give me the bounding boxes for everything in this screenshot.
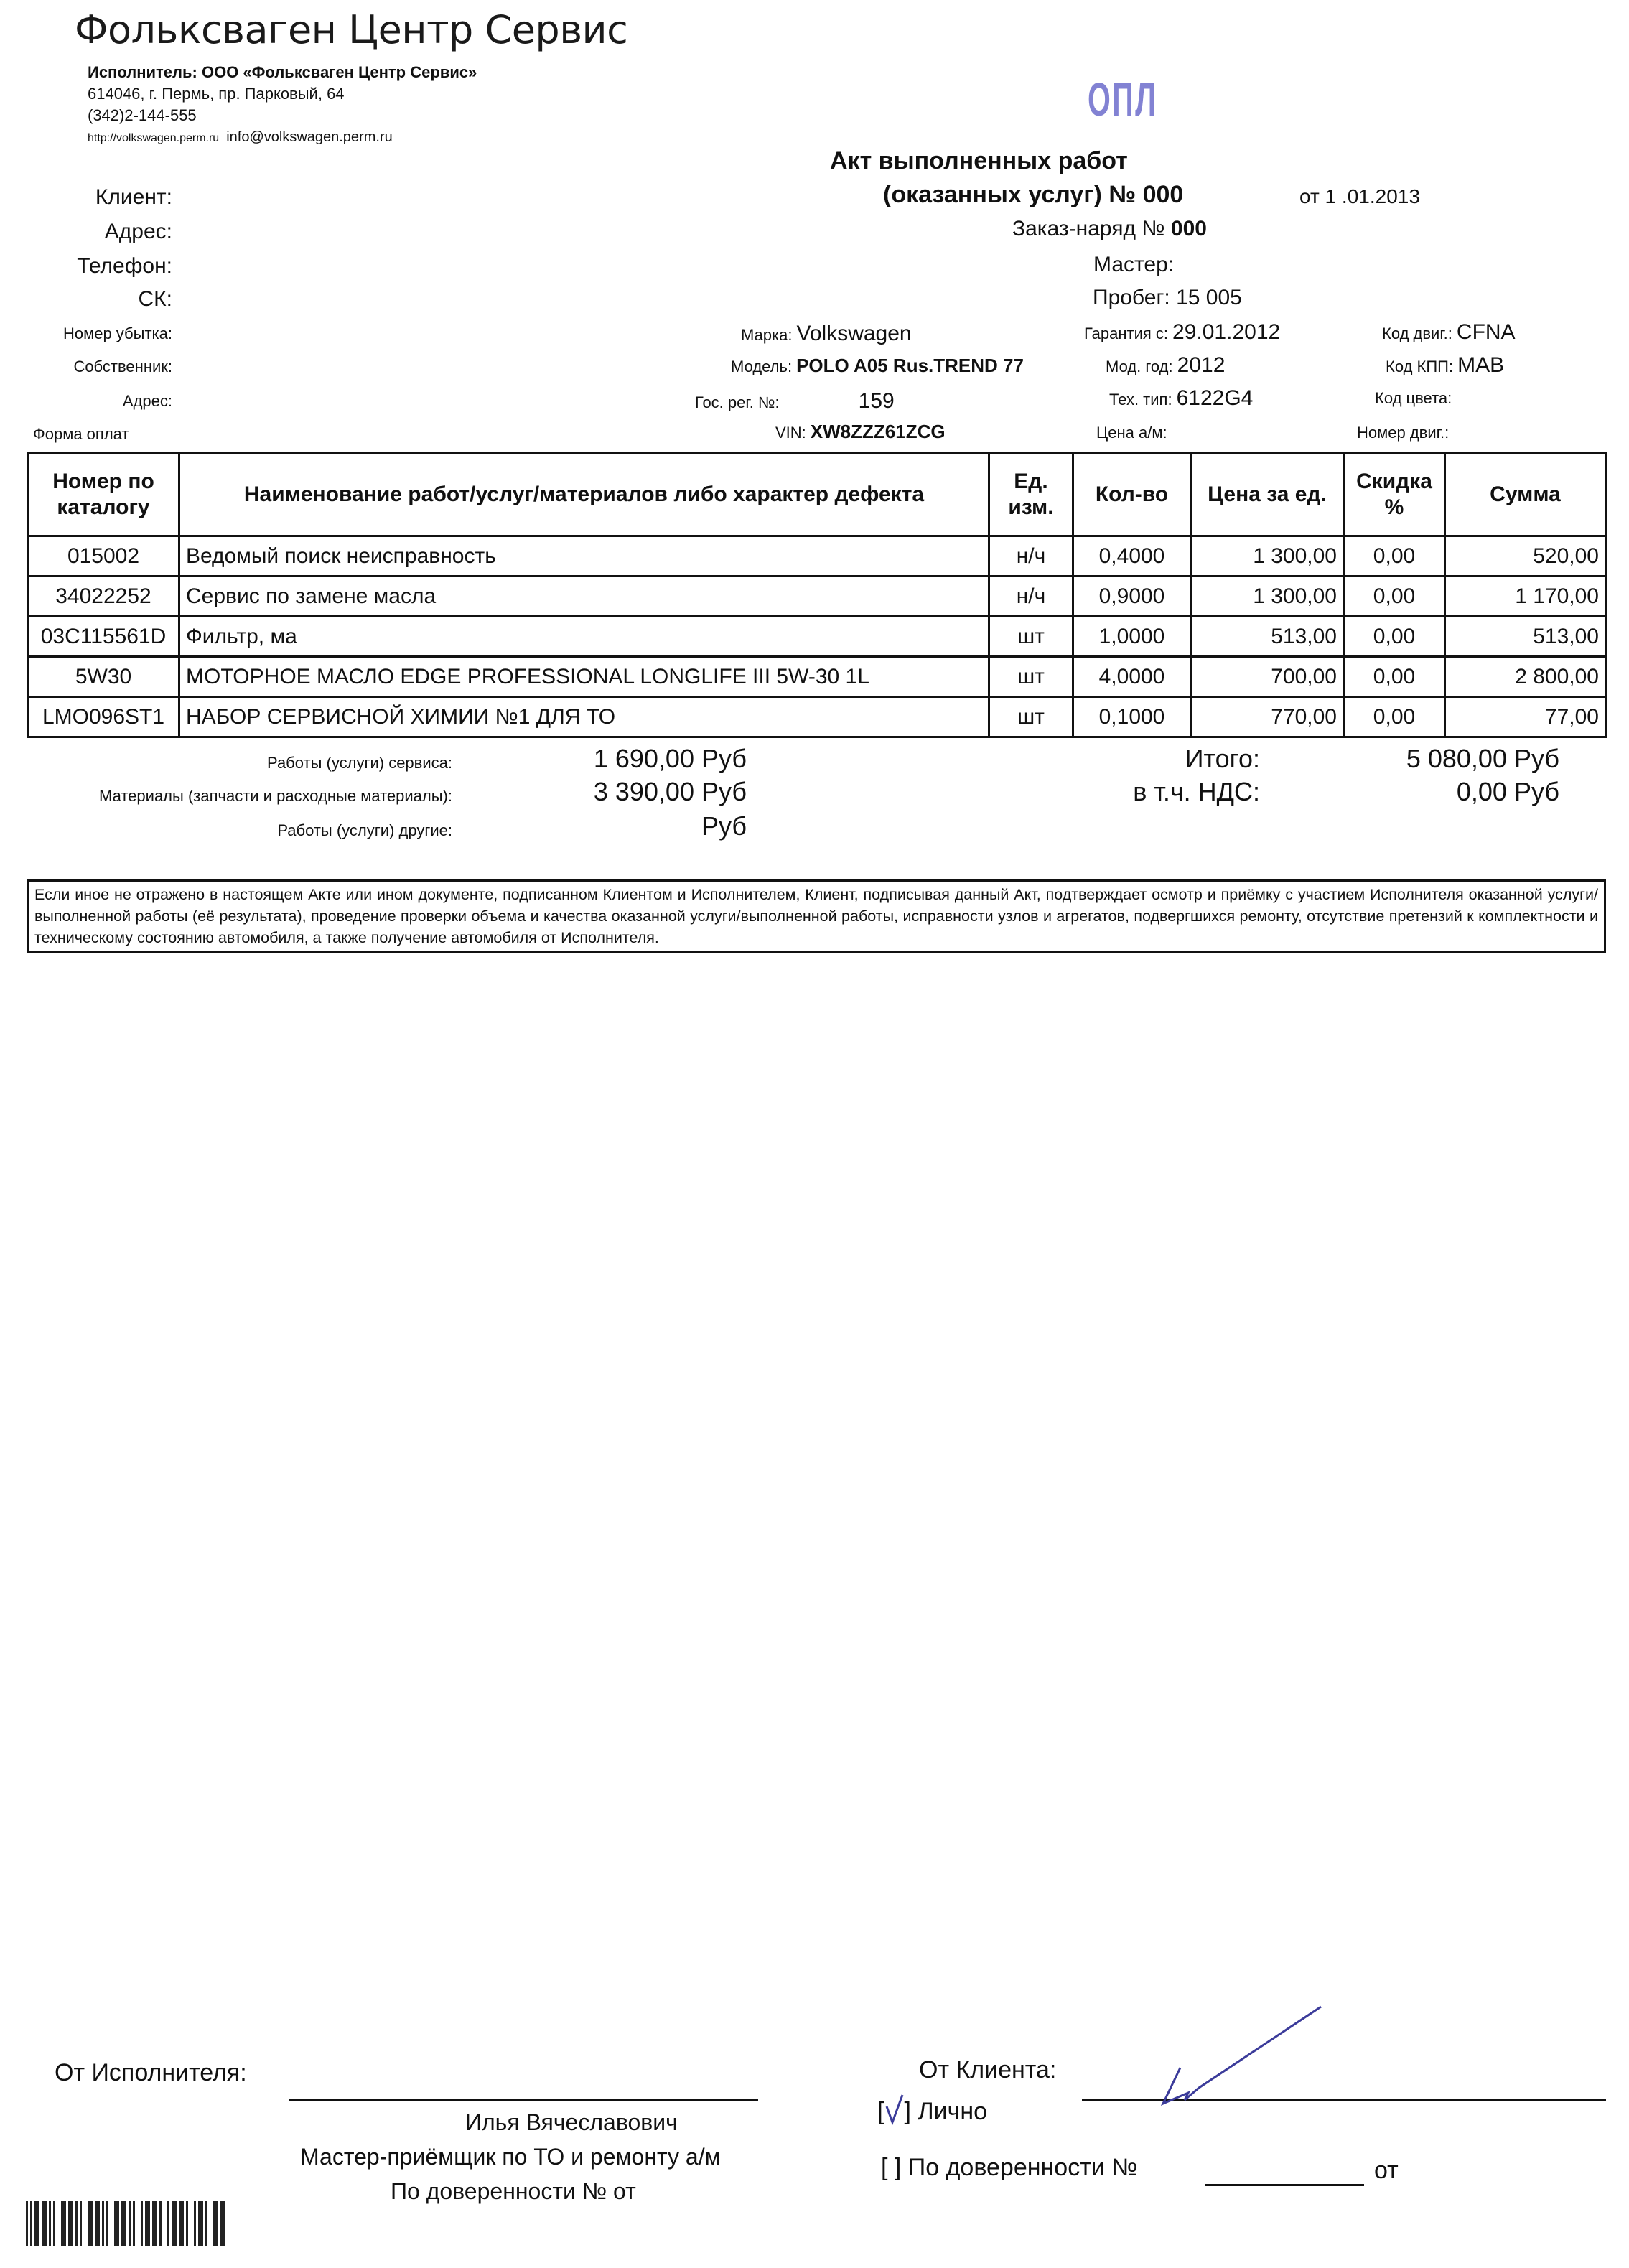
cell-sum: 520,00 [1445,536,1606,577]
cell-catalog: 5W30 [28,657,179,697]
document-date: от 1 .01.2013 [1299,185,1420,207]
executor-name: Илья Вячеславович [465,2109,678,2135]
executor-proxy: По доверенности № от [391,2178,636,2204]
engine-code [1382,320,1516,345]
cell-sum: 1 170,00 [1445,577,1606,617]
proxy-option[interactable] [881,2154,1138,2182]
model-year-label: Мод. год: [1106,358,1173,375]
barcode [26,2201,225,2246]
cell-name: Фильтр, ма [179,617,989,657]
cell-qty: 4,0000 [1073,657,1191,697]
col-header-qty: Кол-во [1073,454,1191,536]
services-total-label: Работы (услуги) сервиса: [267,754,452,772]
table-row [28,617,1606,657]
vehicle-registration [695,389,895,414]
col-header-unit: Ед. изм. [989,454,1073,536]
cell-price: 1 300,00 [1191,577,1344,617]
col-header-sum: Сумма [1445,454,1606,536]
executor-signature-label: От Исполнителя: [55,2059,247,2086]
col-header-price: Цена за ед. [1191,454,1344,536]
client-signature-label: От Клиента: [919,2056,1057,2083]
owner-label: Собственник: [73,358,172,375]
services-total-value: 1 690,00 Руб [593,744,747,773]
table-row [28,577,1606,617]
cell-discount: 0,00 [1344,617,1445,657]
cell-discount: 0,00 [1344,657,1445,697]
vat-value: 0,00 Руб [1456,777,1559,806]
grand-total-label: Итого: [1185,744,1260,773]
loss-number-label: Номер убытка: [62,325,172,342]
other-works-value: Руб [701,811,747,841]
vehicle-model-label: Модель: [731,358,793,375]
vin-label: VIN: [775,424,806,442]
proxy-label: [ ] По доверенности № [881,2154,1138,2181]
cell-catalog: 03C115561D [28,617,179,657]
mileage-label: Пробег: [1093,286,1170,309]
col-header-discount: Скидка % [1344,454,1445,536]
acceptance-disclaimer: Если иное не отражено в настоящем Акте или ином документе, подписанном Клиентом и Исполнителем, Клиент, подписывая данный Акт, подтверждает осмотр и приёмку с участием Исполнителя оказанной услуги/выполненной работы (её результата), проведение проверки объема и качества оказанной услуги/выполненной работы, исправности узлов и агрегатов, подвергшихся ремонту, отсутствие претензий к комплектности и техническому состоянию автомобиля, а также получение автомобиля от Исполнителя. [27,879,1606,953]
cell-name: МОТОРНОЕ МАСЛО EDGE PROFESSIONAL LONGLIFE III 5W-30 1L [179,657,989,697]
company-phone: (342)2-144-555 [88,106,197,124]
cell-name: Ведомый поиск неисправность [179,536,989,577]
cell-sum: 77,00 [1445,697,1606,737]
model-year [1106,353,1225,378]
payment-form-label: Форма оплат [33,425,129,443]
cell-price: 1 300,00 [1191,536,1344,577]
materials-total-label: Материалы (запчасти и расходные материалы): [99,787,452,805]
vehicle-price-label: Цена а/м: [1096,424,1167,442]
gearbox-code-label: Код КПП: [1386,358,1454,375]
personally-option[interactable] [877,2094,987,2126]
paid-stamp: ОПЛ [1088,73,1158,126]
vehicle-model [731,355,1024,377]
document-number: (оказанных услуг) № 000 [883,181,1184,208]
cell-sum: 513,00 [1445,617,1606,657]
cell-qty: 0,4000 [1073,536,1191,577]
cell-unit: шт [989,697,1073,737]
cell-unit: н/ч [989,536,1073,577]
warranty-label: Гарантия с: [1084,325,1169,342]
cell-name: НАБОР СЕРВИСНОЙ ХИМИИ №1 ДЛЯ ТО [179,697,989,737]
client-address-label: Адрес: [104,220,172,243]
cell-price: 513,00 [1191,617,1344,657]
cell-unit: н/ч [989,577,1073,617]
table-row [28,657,1606,697]
client-label: Клиент: [95,185,172,209]
client-signature-scribble [1149,2003,1335,2111]
cell-catalog: 015002 [28,536,179,577]
executor-line: Исполнитель: ООО «Фольксваген Центр Сервис» [88,63,477,81]
warranty-value: 29.01.2012 [1172,320,1281,344]
cell-unit: шт [989,657,1073,697]
cell-discount: 0,00 [1344,577,1445,617]
vehicle-brand-label: Марка: [741,326,793,344]
gearbox-code-value: MAB [1457,353,1505,377]
works-table [27,452,1607,738]
document-title: Акт выполненных работ [830,147,1128,174]
col-header-catalog: Номер по каталогу [28,454,179,536]
cell-catalog: 34022252 [28,577,179,617]
cell-name: Сервис по замене масла [179,577,989,617]
master-label: Мастер: [1093,253,1175,276]
vehicle-brand-value: Volkswagen [796,322,912,345]
materials-total-value: 3 390,00 Руб [593,777,747,806]
cell-qty: 0,9000 [1073,577,1191,617]
personally-checkbox[interactable]: [ [877,2098,904,2125]
engine-code-value: CFNA [1456,320,1516,344]
warranty-start [1084,320,1280,345]
grand-total-value: 5 080,00 Руб [1406,744,1559,773]
vehicle-brand [741,322,912,346]
cell-sum: 2 800,00 [1445,657,1606,697]
order-value: 000 [1170,217,1207,241]
company-brand-title: Фольксваген Центр Сервис [75,7,628,52]
cell-discount: 0,00 [1344,536,1445,577]
company-website-link[interactable]: http://volkswagen.perm.ru [88,132,220,144]
table-header-row [28,454,1606,536]
cell-price: 770,00 [1191,697,1344,737]
check-icon [887,2095,902,2122]
vehicle-model-value: POLO A05 Rus.TREND 77 [796,355,1024,376]
table-row [28,697,1606,737]
color-code-label: Код цвета: [1375,389,1452,407]
proxy-number-line[interactable] [1205,2184,1364,2186]
registration-label: Гос. рег. №: [695,393,780,411]
vehicle-vin [775,421,946,443]
engine-code-label: Код двиг.: [1382,325,1452,342]
cell-unit: шт [989,617,1073,657]
cell-qty: 1,0000 [1073,617,1191,657]
cell-qty: 0,1000 [1073,697,1191,737]
cell-discount: 0,00 [1344,697,1445,737]
vin-value: XW8ZZZ61ZCG [810,421,946,442]
insurance-company-label: СК: [138,287,172,311]
client-phone-label: Телефон: [77,254,172,278]
company-contacts [88,129,393,146]
proxy-from-label: от [1374,2157,1399,2184]
col-header-name: Наименование работ/услуг/материалов либо характер дефекта [179,454,989,536]
company-email-link[interactable]: info@volkswagen.perm.ru [226,129,393,145]
tech-type-value: 6122G4 [1176,386,1254,410]
order-number [1012,217,1207,241]
tech-type [1109,386,1253,411]
vat-label: в т.ч. НДС: [1133,777,1260,806]
registration-value: 159 [858,389,895,413]
table-row [28,536,1606,577]
cell-catalog: LMO096ST1 [28,697,179,737]
model-year-value: 2012 [1177,353,1226,377]
company-address: 614046, г. Пермь, пр. Парковый, 64 [88,85,345,103]
engine-number-label: Номер двиг.: [1357,424,1450,442]
personally-label: ] Лично [904,2098,988,2125]
gearbox-code [1386,353,1504,378]
tech-type-label: Тех. тип: [1109,391,1172,409]
mileage-field [1093,286,1242,310]
executor-signature-line[interactable] [289,2099,758,2101]
other-works-label: Работы (услуги) другие: [277,821,452,839]
owner-address-label: Адрес: [122,392,172,410]
cell-price: 700,00 [1191,657,1344,697]
order-label: Заказ-наряд № [1012,217,1165,241]
executor-position: Мастер-приёмщик по ТО и ремонту а/м [300,2144,721,2170]
mileage-value: 15 005 [1176,286,1242,309]
